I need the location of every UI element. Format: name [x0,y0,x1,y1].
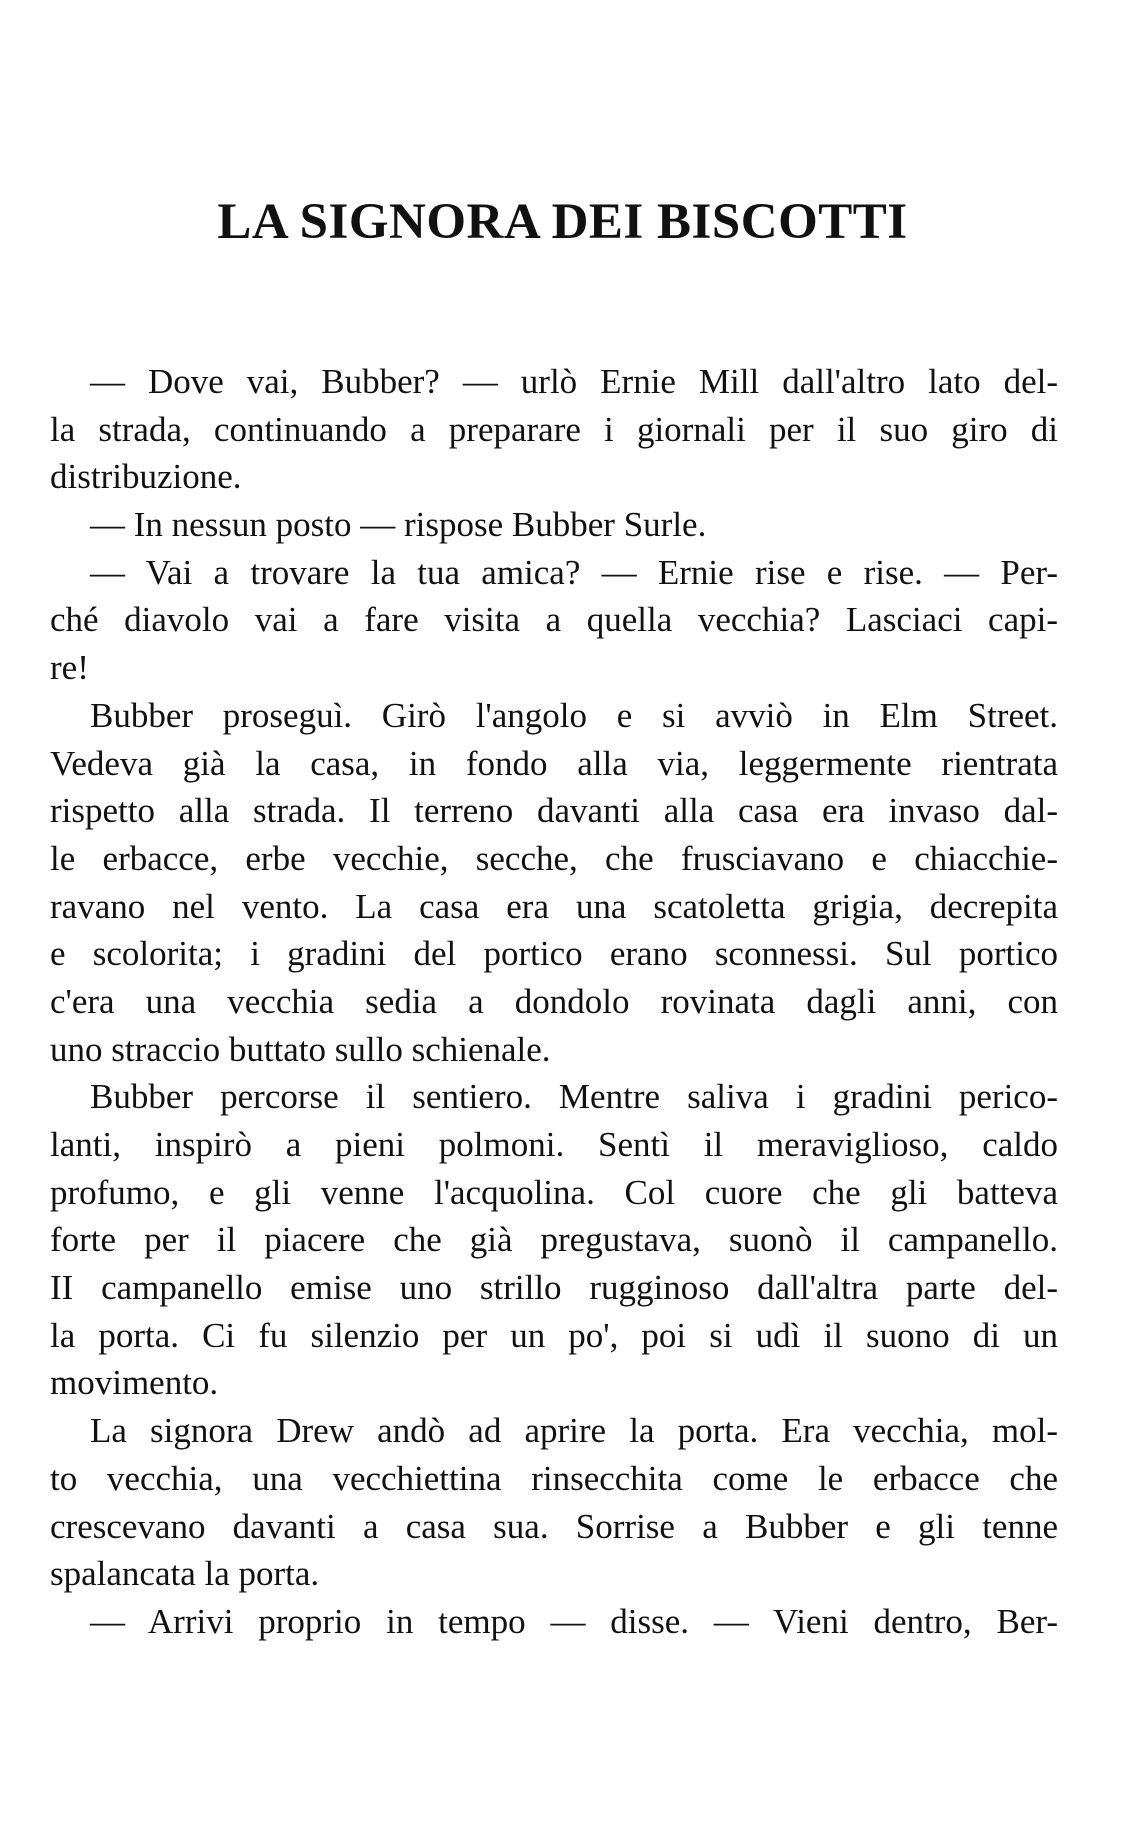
text-line: le erbacce, erbe vecchie, secche, che frusciavano e chiacchie- [50,838,1058,878]
text-line: c'era una vecchia sedia a dondolo rovinata dagli anni, con [50,981,1058,1021]
text-line: ché diavolo vai a fare visita a quella vecchia? Lasciaci capi- [50,600,1058,640]
text-line: ravano nel vento. La casa era una scatoletta grigia, decrepita [50,886,1058,926]
text-line: spalancata la porta. [50,1554,320,1594]
text-line: la strada, continuando a preparare i giornali per il suo giro di [50,409,1058,449]
text-line: profumo, e gli venne l'acquolina. Col cuore che gli batteva [50,1172,1058,1212]
text-line: uno straccio buttato sullo schienale. [50,1029,551,1069]
text-line: II campanello emise uno strillo rugginoso dall'altra parte del- [50,1268,1058,1308]
text-line: movimento. [50,1363,219,1403]
text-line: distribuzione. [50,457,242,497]
text-line: crescevano davanti a casa sua. Sorrise a Bubber e gli tenne [50,1506,1058,1546]
text-line: la porta. Ci fu silenzio per un po', poi si udì il suono di un [50,1315,1058,1355]
text-line: — Vai a trovare la tua amica? — Ernie rise e rise. — Per- [90,552,1058,592]
text-line: e scolorita; i gradini del portico erano sconnessi. Sul portico [50,934,1058,974]
text-line: rispetto alla strada. Il terreno davanti alla casa era invaso dal- [50,791,1058,831]
chapter-title: LA SIGNORA DEI BISCOTTI [217,194,908,250]
text-line: — Arrivi proprio in tempo — disse. — Vieni dentro, Ber- [90,1601,1058,1641]
text-line: Bubber proseguì. Girò l'angolo e si avviò in Elm Street. [90,695,1058,735]
text-line: re! [50,648,89,688]
text-line: La signora Drew andò ad aprire la porta. Era vecchia, mol- [90,1411,1058,1451]
text-line: to vecchia, una vecchiettina rinsecchita come le erbacce che [50,1458,1058,1498]
text-line: — Dove vai, Bubber? — urlò Ernie Mill dall'altro lato del- [90,362,1058,401]
text-line: — In nessun posto — rispose Bubber Surle. [90,505,707,545]
body-text [50,358,1058,1646]
text-line: lanti, inspirò a pieni polmoni. Sentì il meraviglioso, caldo [50,1125,1058,1164]
text-line: forte per il piacere che già pregustava, suonò il campanello. [50,1220,1058,1260]
text-line: Vedeva già la casa, in fondo alla via, leggermente rientrata [50,743,1058,783]
text-line: Bubber percorse il sentiero. Mentre saliva i gradini perico- [90,1077,1058,1117]
